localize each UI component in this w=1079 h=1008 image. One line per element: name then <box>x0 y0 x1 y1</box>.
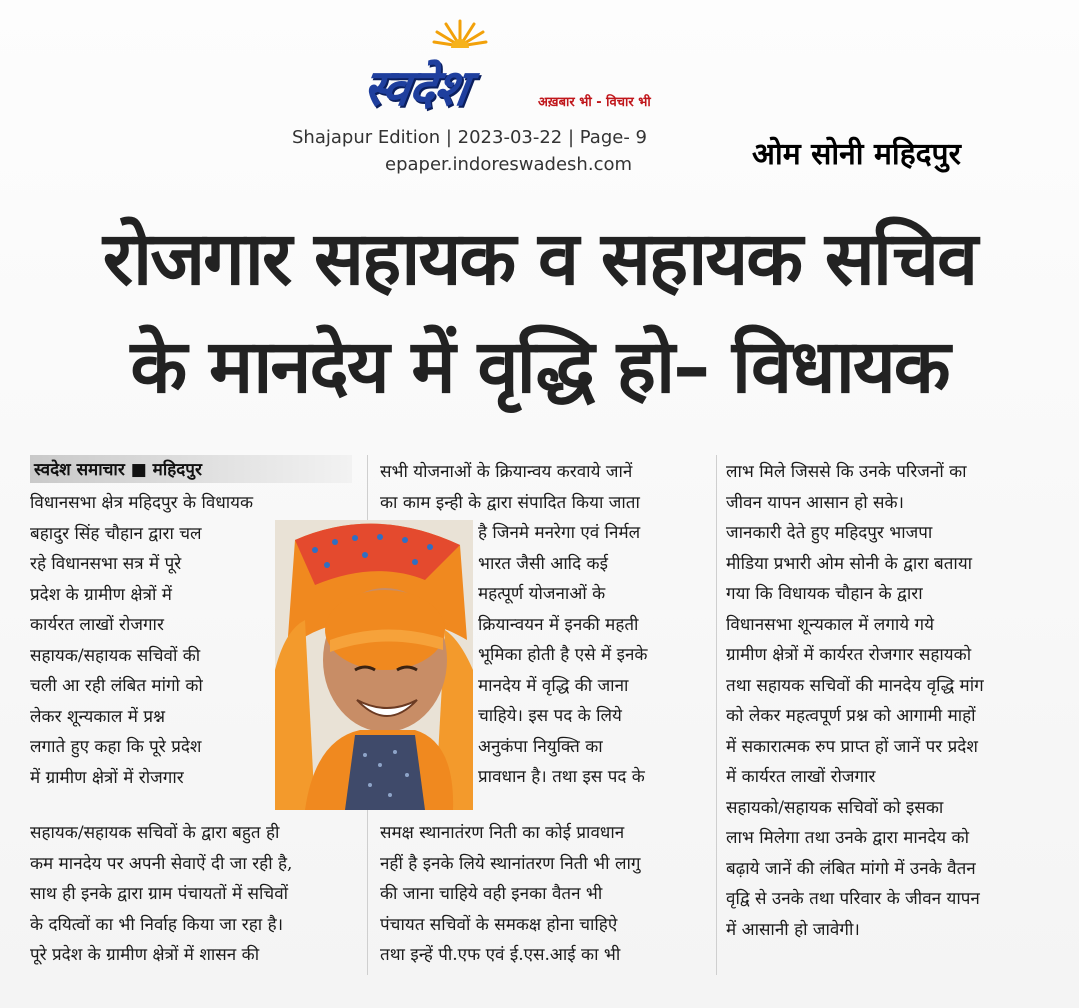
text-line: भूमिका होती है एसे में इनके <box>478 645 648 665</box>
text-line: रहे विधानसभा सत्र में पूरे <box>30 554 182 574</box>
newspaper-tagline: अख़बार भी - विचार भी <box>538 95 651 110</box>
text-line: पूरे प्रदेश के ग्रामीण क्षेत्रों में शासन की <box>30 945 260 965</box>
text-line: सभी योजनाओं के क्रियान्वय करवाये जानें <box>380 462 633 482</box>
text-line: चाहिये। इस पद के लिये <box>478 706 622 726</box>
text-line: लगाते हुए कहा कि पूरे प्रदेश <box>30 737 202 757</box>
column-2-middle <box>478 518 705 793</box>
column-divider <box>716 455 717 975</box>
text-line: के दयित्वों का भी निर्वाह किया जा रहा है। <box>30 914 284 935</box>
sun-icon <box>432 18 488 48</box>
text-line: गया कि विधायक चौहान के द्वारा <box>726 584 923 604</box>
text-line: लाभ मिलेगा तथा उनके द्वारा मानदेय को <box>726 828 970 848</box>
text-line: साथ ही इनके द्वारा ग्राम पंचायतों में सचिवों <box>30 884 289 904</box>
text-line: को लेकर महत्वपूर्ण प्रश्न को आगामी माहों <box>726 706 976 726</box>
masthead <box>360 18 740 118</box>
text-line: कार्यरत लाखों रोजगार <box>30 615 164 635</box>
column-1-top <box>30 488 270 793</box>
text-line: चली आ रही लंबित मांगो को <box>30 676 203 696</box>
text-line: महत्पूर्ण योजनाओं के <box>478 584 606 604</box>
text-line: समक्ष स्थानातंरण निती का कोई प्रावधान <box>380 823 625 843</box>
text-line: सहायको/सहायक सचिवों को इसका <box>726 797 944 818</box>
column-2-bottom <box>380 818 705 971</box>
text-line: सहायक/सहायक सचिवों के द्वारा बहुत ही <box>30 823 280 843</box>
text-line: भारत जैसी आदि कई <box>478 553 608 574</box>
newspaper-logo: स्वदेश <box>359 59 472 117</box>
text-line: क्रियान्वयन में इनकी महती <box>478 614 639 635</box>
text-line: पंचायत सचिवों के समकक्ष होना चाहिऐ <box>380 914 618 935</box>
text-line: बढ़ाये जानें की लंबित मांगो में उनके वैतन <box>726 858 976 879</box>
text-line: बहादुर सिंह चौहान द्वारा चल <box>30 523 202 544</box>
legislator-photo <box>275 520 473 810</box>
article-headline <box>0 205 1079 421</box>
text-line: प्रावधान है। तथा इस पद के <box>478 767 645 787</box>
text-line: लेकर शून्यकाल में प्रश्न <box>30 706 166 727</box>
text-line: है जिनमे मनरेगा एवं निर्मल <box>478 523 641 543</box>
text-line: जानकारी देते हुए महिदपुर भाजपा <box>726 523 933 543</box>
headline-line-2: के मानदेय में वृद्धि हो– विधायक <box>130 324 949 410</box>
epaper-website: epaper.indoreswadesh.com <box>385 154 633 175</box>
edition-info: Shajapur Edition | 2023-03-22 | Page- 9 <box>292 127 647 148</box>
text-line: विधानसभा शून्यकाल में लगाये गये <box>726 614 934 635</box>
text-line: का काम इन्ही के द्वारा संपादित किया जाता <box>380 492 640 513</box>
text-line: वृद्वि से उनके तथा परिवार के जीवन यापन <box>726 889 980 909</box>
legislator-portrait <box>275 520 473 810</box>
column-1-bottom <box>30 818 360 971</box>
text-line: तथा सहायक सचिवों की मानदेय वृद्धि मांग <box>726 675 984 696</box>
article-byline: स्वदेश समाचार ■ महिदपुर <box>34 460 202 480</box>
text-line: में सकारात्मक रुप प्राप्त हों जानें पर प्रदेश <box>726 736 978 757</box>
text-line: में कार्यरत लाखों रोजगार <box>726 767 876 787</box>
text-line: अनुकंपा नियुक्ति का <box>478 736 603 757</box>
headline-line-1: रोजगार सहायक व सहायक सचिव <box>102 216 977 302</box>
text-line: मानदेय में वृद्धि की जाना <box>478 675 629 696</box>
text-line: सहायक/सहायक सचिवों की <box>30 645 201 666</box>
column-3 <box>726 457 1048 945</box>
text-line: की जाना चाहिये वही इनका वैतन भी <box>380 884 603 904</box>
text-line: प्रदेश के ग्रामीण क्षेत्रों में <box>30 584 172 605</box>
text-line: विधानसभा क्षेत्र महिदपुर के विधायक <box>30 493 254 513</box>
text-line: तथा इन्हें पी.एफ एवं ई.एस.आई का भी <box>380 945 621 965</box>
column-2-top <box>380 457 705 518</box>
text-line: जीवन यापन आसान हो सके। <box>726 492 904 513</box>
reporter-tag: ओम सोनी महिदपुर <box>752 137 961 172</box>
text-line: नहीं है इनके लिये स्थानांतरण निती भी लागु <box>380 853 641 874</box>
text-line: ग्रामीण क्षेत्रों में कार्यरत रोजगार सहायको <box>726 645 972 665</box>
text-line: में आसानी हो जावेगी। <box>726 919 860 940</box>
text-line: मीडिया प्रभारी ओम सोनी के द्वारा बताया <box>726 553 973 574</box>
text-line: कम मानदेय पर अपनी सेवाऐं दी जा रही है, <box>30 853 293 874</box>
text-line: में ग्रामीण क्षेत्रों में रोजगार <box>30 767 184 788</box>
text-line: लाभ मिले जिससे कि उनके परिजनों का <box>726 462 967 482</box>
